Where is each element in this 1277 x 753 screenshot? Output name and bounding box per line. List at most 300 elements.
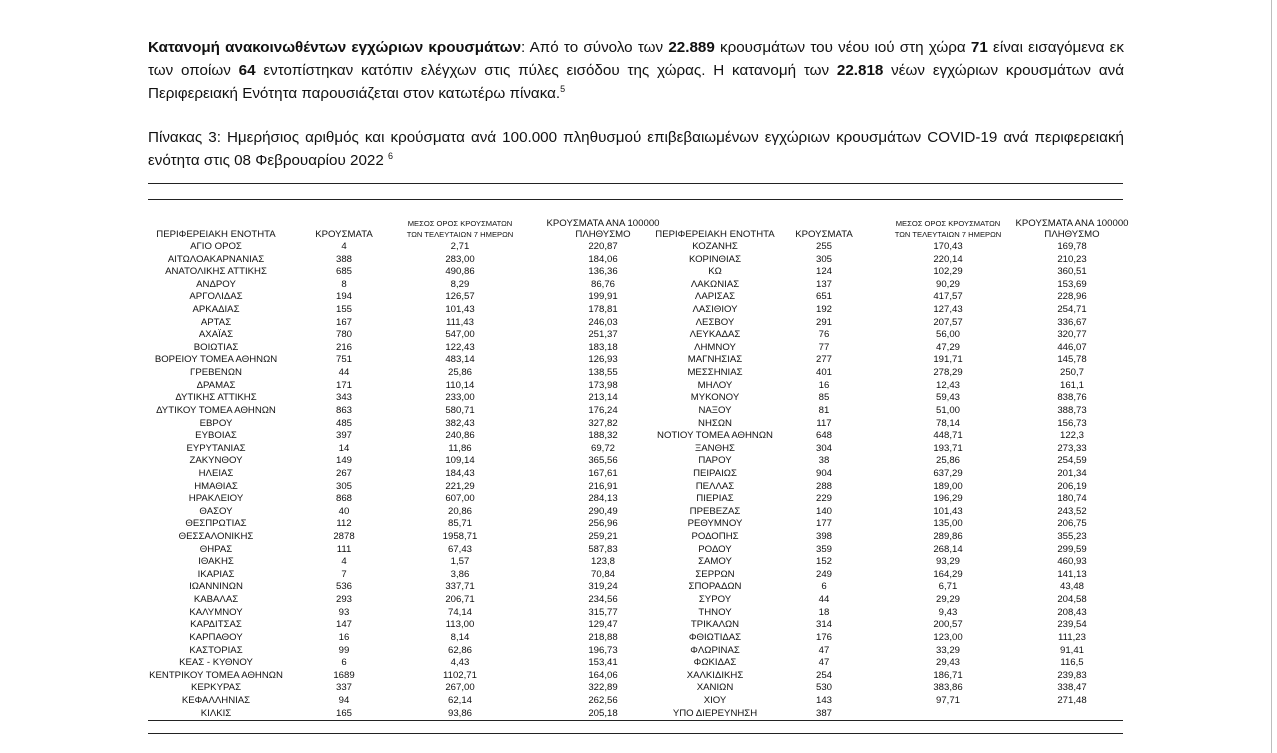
left-per-100k-cell: 178,81 — [588, 304, 618, 316]
left-unit-name-cell: ΖΑΚΥΝΘΟΥ — [189, 455, 243, 467]
left-avg-7-days-cell: 85,71 — [447, 518, 472, 530]
table-row — [148, 241, 1123, 254]
left-per-100k-cell: 284,13 — [588, 493, 618, 505]
right-avg-7-days-cell: 191,71 — [933, 354, 963, 366]
left-per-100k-cell: 86,76 — [590, 278, 615, 290]
left-cases-cell: 685 — [335, 266, 352, 278]
intro-text-4: εντοπίστηκαν κατόπιν ελέγχων στις πύλες εισόδου της χώρας. Η κατανομή των — [255, 62, 837, 79]
right-cases-cell: 38 — [818, 455, 830, 467]
left-unit-name-cell: ΙΘΑΚΗΣ — [198, 556, 234, 568]
left-unit-name-cell: ΚΑΡΔΙΤΣΑΣ — [190, 619, 242, 631]
left-unit-name-cell: ΙΩΑΝΝΙΝΩΝ — [189, 581, 243, 593]
right-per-100k-cell: 271,48 — [1057, 694, 1087, 706]
left-cases-cell: 147 — [335, 619, 352, 631]
right-per-100k-cell: 145,78 — [1057, 354, 1087, 366]
left-cases-cell: 16 — [338, 631, 350, 643]
right-cases-cell: 117 — [816, 417, 832, 429]
left-unit-name-cell: ΕΥΡΥΤΑΝΙΑΣ — [186, 442, 246, 454]
left-cases-cell: 267 — [335, 467, 352, 479]
left-cases-cell: 7 — [341, 568, 347, 580]
header-per100k — [1012, 219, 1132, 240]
top-rule-2 — [148, 199, 1123, 200]
right-avg-7-days-cell: 135,00 — [933, 518, 963, 530]
table-body — [148, 241, 1123, 720]
left-cases-cell: 536 — [335, 581, 352, 593]
right-unit-name-cell: ΛΕΥΚΑΔΑΣ — [689, 329, 741, 341]
right-per-100k-cell: 204,58 — [1057, 594, 1087, 606]
left-cases-cell: 397 — [335, 430, 352, 442]
right-unit-name-cell: ΞΑΝΘΗΣ — [695, 442, 735, 454]
table-row — [148, 354, 1123, 367]
left-avg-7-days-cell: 580,71 — [445, 404, 475, 416]
right-cases-cell: 255 — [815, 241, 832, 252]
right-avg-7-days-cell: 90,29 — [935, 278, 960, 290]
left-cases-cell: 44 — [338, 367, 350, 379]
right-avg-7-days-cell: 29,29 — [935, 594, 960, 606]
left-per-100k-cell: 259,21 — [588, 531, 618, 543]
right-cases-cell: 16 — [818, 379, 830, 391]
left-avg-7-days-cell: 1958,71 — [442, 531, 478, 543]
header-avg-line2: ΤΩΝ ΤΕΛΕΥΤΑΙΩΝ 7 ΗΜΕΡΩΝ — [406, 229, 514, 239]
right-avg-7-days-cell: 33,29 — [935, 644, 960, 656]
left-unit-name-cell: ΗΛΕΙΑΣ — [198, 467, 234, 479]
right-avg-7-days-cell: 127,43 — [933, 304, 963, 316]
intro-paragraph — [148, 36, 1124, 105]
right-avg-7-days-cell: 101,43 — [933, 505, 963, 517]
right-cases-cell: 6 — [821, 581, 827, 593]
table-row — [148, 304, 1123, 317]
right-unit-name-cell: ΛΕΣΒΟΥ — [695, 316, 735, 328]
table-row — [148, 607, 1123, 620]
right-unit-name-cell: ΠΑΡΟΥ — [698, 455, 732, 467]
right-avg-7-days-cell: 12,43 — [935, 379, 960, 391]
left-avg-7-days-cell: 62,14 — [447, 694, 472, 706]
right-per-100k-cell: 122,3 — [1059, 430, 1084, 442]
left-unit-name-cell: ΚΕΑΣ - ΚΥΘΝΟΥ — [179, 657, 253, 669]
bottom-rule — [148, 720, 1123, 721]
left-per-100k-cell: 70,84 — [590, 568, 615, 580]
right-per-100k-cell: 239,54 — [1057, 619, 1087, 631]
left-avg-7-days-cell: 221,29 — [445, 480, 475, 492]
table-row — [148, 682, 1123, 695]
caption-text: Πίνακας 3: Ημερήσιος αριθμός και κρούσματα ανά 100.000 πληθυσμού επιβεβαιωμένων εγχώριων κρουσμάτων COVID-19 ανά περιφερειακή ενότητα στις 08 Φεβρουαρίου 2022 — [148, 129, 1124, 169]
right-cases-cell: 314 — [815, 619, 832, 631]
right-cases-cell: 359 — [815, 543, 832, 555]
right-unit-name-cell: ΧΑΛΚΙΔΙΚΗΣ — [686, 669, 744, 681]
table-row — [148, 329, 1123, 342]
right-avg-7-days-cell: 51,00 — [935, 404, 960, 416]
right-per-100k-cell: 388,73 — [1057, 404, 1087, 416]
right-per-100k-cell: 299,59 — [1057, 543, 1087, 555]
table-row — [148, 569, 1123, 582]
right-unit-name-cell: ΠΕΙΡΑΙΩΣ — [693, 467, 737, 479]
right-avg-7-days-cell: 196,29 — [933, 493, 963, 505]
left-cases-cell: 8 — [341, 278, 347, 290]
right-unit-name-cell: ΧΙΟΥ — [703, 694, 727, 706]
right-cases-cell: 254 — [815, 669, 832, 681]
right-unit-name-cell: ΤΗΝΟΥ — [698, 606, 732, 618]
right-unit-name-cell: ΦΩΚΙΔΑΣ — [693, 657, 737, 669]
left-unit-name-cell: ΔΥΤΙΚΗΣ ΑΤΤΙΚΗΣ — [175, 392, 257, 404]
intro-text-2: κρουσμάτων του νέου ιού στη χώρα — [714, 39, 971, 56]
right-per-100k-cell: 116,5 — [1060, 657, 1084, 669]
right-cases-cell: 305 — [815, 253, 832, 265]
right-unit-name-cell: ΣΑΜΟΥ — [698, 556, 732, 568]
footnote-mark: 6 — [388, 150, 394, 161]
left-unit-name-cell: ΚΑΛΥΜΝΟΥ — [189, 606, 243, 618]
left-per-100k-cell: 136,36 — [588, 266, 618, 278]
right-unit-name-cell: ΤΡΙΚΑΛΩΝ — [690, 619, 740, 631]
right-unit-name-cell: ΡΟΔΟΥ — [698, 543, 732, 555]
table-caption — [148, 126, 1124, 172]
right-unit-name-cell: ΝΟΤΙΟΥ ΤΟΜΕΑ ΑΘΗΝΩΝ — [657, 430, 773, 442]
right-unit-name-cell: ΦΘΙΩΤΙΔΑΣ — [688, 631, 742, 643]
left-per-100k-cell: 322,89 — [588, 682, 618, 694]
table-row — [148, 670, 1123, 683]
left-cases-cell: 388 — [335, 253, 352, 265]
left-unit-name-cell: ΑΓΙΟ ΟΡΟΣ — [190, 241, 242, 252]
domestic-cases: 22.818 — [836, 62, 884, 79]
left-unit-name-cell: ΚΕΝΤΡΙΚΟΥ ΤΟΜΕΑ ΑΘΗΝΩΝ — [149, 669, 283, 681]
right-avg-7-days-cell: 200,57 — [933, 619, 963, 631]
left-avg-7-days-cell: 62,86 — [447, 644, 472, 656]
left-per-100k-cell: 587,83 — [588, 543, 618, 555]
left-per-100k-cell: 188,32 — [588, 430, 618, 442]
header-unit: ΠΕΡΙΦΕΡΕΙΑΚΗ ΕΝΟΤΗΤΑ — [156, 228, 276, 240]
right-per-100k-cell: 180,74 — [1057, 493, 1087, 505]
left-unit-name-cell: ΗΡΑΚΛΕΙΟΥ — [188, 493, 244, 505]
table-row — [148, 594, 1123, 607]
left-unit-name-cell: ΚΙΛΚΙΣ — [200, 707, 232, 719]
left-avg-7-days-cell: 101,43 — [445, 304, 475, 316]
right-avg-7-days-cell: 637,29 — [933, 467, 963, 479]
left-cases-cell: 4 — [341, 556, 347, 568]
left-avg-7-days-cell: 74,14 — [447, 606, 472, 618]
right-cases-cell: 18 — [818, 606, 830, 618]
right-unit-name-cell: ΛΑΡΙΣΑΣ — [694, 291, 736, 303]
left-unit-name-cell: ΑΧΑΪΑΣ — [198, 329, 234, 341]
right-cases-cell: 277 — [815, 354, 832, 366]
left-unit-name-cell: ΑΙΤΩΛΟΑΚΑΡΝΑΝΙΑΣ — [167, 253, 265, 265]
right-per-100k-cell: 338,47 — [1057, 682, 1087, 694]
right-unit-name-cell: ΡΕΘΥΜΝΟΥ — [687, 518, 743, 530]
left-avg-7-days-cell: 267,00 — [445, 682, 475, 694]
left-unit-name-cell: ΕΒΡΟΥ — [199, 417, 233, 429]
left-per-100k-cell: 365,56 — [588, 455, 618, 467]
left-unit-name-cell: ΑΝΑΤΟΛΙΚΗΣ ΑΤΤΙΚΗΣ — [165, 266, 267, 278]
left-per-100k-cell: 173,98 — [588, 379, 618, 391]
right-avg-7-days-cell: 268,14 — [933, 543, 963, 555]
top-rule — [148, 183, 1123, 184]
left-cases-cell: 751 — [335, 354, 352, 366]
right-unit-name-cell: ΠΕΛΛΑΣ — [695, 480, 735, 492]
right-avg-7-days-cell: 164,29 — [933, 568, 963, 580]
right-per-100k-cell: 460,93 — [1057, 556, 1087, 568]
right-per-100k-cell: 250,7 — [1059, 367, 1084, 379]
right-unit-name-cell: ΛΗΜΝΟΥ — [694, 341, 736, 353]
right-unit-name-cell: ΜΥΚΟΝΟΥ — [690, 392, 740, 404]
right-unit-name-cell: ΛΑΣΙΘΙΟΥ — [692, 304, 738, 316]
left-unit-name-cell: ΑΡΤΑΣ — [200, 316, 232, 328]
right-avg-7-days-cell: 9,43 — [938, 606, 958, 618]
right-cases-cell: 143 — [815, 694, 832, 706]
right-cases-cell: 81 — [818, 404, 830, 416]
left-unit-name-cell: ΑΡΚΑΔΙΑΣ — [192, 304, 240, 316]
table-row — [148, 342, 1123, 355]
right-unit-name-cell: ΡΟΔΟΠΗΣ — [691, 531, 739, 543]
left-cases-cell: 112 — [336, 518, 352, 530]
left-per-100k-cell: 123,8 — [590, 556, 615, 568]
left-per-100k-cell: 315,77 — [588, 606, 618, 618]
right-per-100k-cell: 169,78 — [1057, 241, 1087, 252]
right-per-100k-cell: 156,73 — [1057, 417, 1087, 429]
right-cases-cell: 651 — [815, 291, 832, 303]
right-cases-cell: 76 — [818, 329, 830, 341]
left-avg-7-days-cell: 113,00 — [445, 619, 475, 631]
table-row — [148, 254, 1123, 267]
right-avg-7-days-cell: 186,71 — [933, 669, 963, 681]
left-avg-7-days-cell: 20,86 — [447, 505, 472, 517]
left-cases-cell: 780 — [335, 329, 352, 341]
left-cases-cell: 216 — [335, 341, 352, 353]
right-per-100k-cell: 273,33 — [1057, 442, 1087, 454]
right-per-100k-cell: 206,19 — [1057, 480, 1087, 492]
table-row — [148, 430, 1123, 443]
left-unit-name-cell: ΒΟΙΩΤΙΑΣ — [193, 341, 239, 353]
right-avg-7-days-cell: 93,29 — [935, 556, 960, 568]
left-per-100k-cell: 184,06 — [588, 253, 618, 265]
page-edge — [1271, 0, 1272, 753]
header-cases: ΚΡΟΥΣΜΑΤΑ — [795, 228, 853, 240]
left-per-100k-cell: 246,03 — [588, 316, 618, 328]
left-per-100k-cell: 183,18 — [588, 341, 618, 353]
left-cases-cell: 99 — [338, 644, 350, 656]
left-unit-name-cell: ΔΡΑΜΑΣ — [196, 379, 236, 391]
table-row — [148, 317, 1123, 330]
right-per-100k-cell: 228,96 — [1057, 291, 1087, 303]
left-unit-name-cell: ΙΚΑΡΙΑΣ — [197, 568, 235, 580]
right-unit-name-cell: ΦΛΩΡΙΝΑΣ — [690, 644, 740, 656]
left-per-100k-cell: 199,91 — [588, 291, 618, 303]
right-avg-7-days-cell: 448,71 — [933, 430, 963, 442]
right-cases-cell: 398 — [815, 531, 832, 543]
right-avg-7-days-cell: 383,86 — [933, 682, 963, 694]
right-unit-name-cell: ΠΙΕΡΙΑΣ — [696, 493, 734, 505]
right-cases-cell: 530 — [815, 682, 832, 694]
table-row — [148, 291, 1123, 304]
right-avg-7-days-cell: 6,71 — [938, 581, 958, 593]
left-avg-7-days-cell: 25,86 — [447, 367, 472, 379]
left-cases-cell: 485 — [335, 417, 352, 429]
right-per-100k-cell: 201,34 — [1057, 467, 1087, 479]
left-per-100k-cell: 69,72 — [590, 442, 615, 454]
left-unit-name-cell: ΚΑΡΠΑΘΟΥ — [189, 631, 243, 643]
left-unit-name-cell: ΚΕΡΚΥΡΑΣ — [190, 682, 241, 694]
left-per-100k-cell: 129,47 — [588, 619, 618, 631]
right-cases-cell: 177 — [815, 518, 832, 530]
right-per-100k-cell: 206,75 — [1057, 518, 1087, 530]
right-cases-cell: 249 — [815, 568, 832, 580]
left-unit-name-cell: ΑΡΓΟΛΙΔΑΣ — [189, 291, 243, 303]
left-cases-cell: 167 — [335, 316, 352, 328]
table-row — [148, 518, 1123, 531]
table-row — [148, 481, 1123, 494]
left-per-100k-cell: 216,91 — [588, 480, 618, 492]
right-per-100k-cell: 446,07 — [1057, 341, 1087, 353]
table-row — [148, 418, 1123, 431]
right-cases-cell: 47 — [818, 644, 830, 656]
left-per-100k-cell: 176,24 — [588, 404, 618, 416]
left-cases-cell: 868 — [335, 493, 352, 505]
right-avg-7-days-cell: 102,29 — [933, 266, 963, 278]
right-avg-7-days-cell: 25,86 — [935, 455, 960, 467]
right-cases-cell: 904 — [815, 467, 832, 479]
right-cases-cell: 288 — [815, 480, 832, 492]
right-per-100k-cell: 111,23 — [1058, 631, 1086, 643]
left-unit-name-cell: ΑΝΔΡΟΥ — [196, 278, 236, 290]
right-per-100k-cell: 243,52 — [1057, 505, 1087, 517]
right-unit-name-cell: ΜΕΣΣΗΝΙΑΣ — [687, 367, 743, 379]
right-cases-cell: 304 — [815, 442, 832, 454]
left-cases-cell: 1689 — [333, 669, 355, 681]
left-unit-name-cell: ΒΟΡΕΙΟΥ ΤΟΜΕΑ ΑΘΗΝΩΝ — [154, 354, 278, 366]
header-avg-line1: ΜΕΣΟΣ ΟΡΟΣ ΚΡΟΥΣΜΑΤΩΝ — [407, 219, 513, 228]
right-unit-name-cell: ΚΟΡΙΝΘΙΑΣ — [688, 253, 742, 265]
table-row — [148, 279, 1123, 292]
left-per-100k-cell: 256,96 — [588, 518, 618, 530]
left-cases-cell: 2878 — [333, 531, 355, 543]
intro-text-1: : Από το σύνολο των — [521, 39, 669, 56]
left-avg-7-days-cell: 111,43 — [446, 316, 474, 328]
left-avg-7-days-cell: 110,14 — [445, 379, 475, 391]
right-unit-name-cell: ΝΑΞΟΥ — [698, 404, 732, 416]
left-per-100k-cell: 319,24 — [588, 581, 618, 593]
left-cases-cell: 155 — [335, 304, 352, 316]
left-cases-cell: 337 — [335, 682, 352, 694]
left-avg-7-days-cell: 8,29 — [450, 278, 470, 290]
right-unit-name-cell: ΜΑΓΝΗΣΙΑΣ — [687, 354, 743, 366]
left-avg-7-days-cell: 607,00 — [445, 493, 475, 505]
table-header — [148, 216, 1129, 241]
right-cases-cell: 140 — [815, 505, 832, 517]
left-avg-7-days-cell: 2,71 — [450, 241, 470, 252]
border-cases: 64 — [238, 62, 256, 79]
left-unit-name-cell: ΗΜΑΘΙΑΣ — [194, 480, 238, 492]
left-per-100k-cell: 290,49 — [588, 505, 618, 517]
left-unit-name-cell: ΕΥΒΟΙΑΣ — [195, 430, 237, 442]
right-unit-name-cell: ΛΑΚΩΝΙΑΣ — [690, 278, 740, 290]
right-unit-name-cell: ΚΩ — [708, 266, 722, 278]
left-per-100k-cell: 138,55 — [588, 367, 618, 379]
left-avg-7-days-cell: 4,43 — [450, 657, 470, 669]
table-row — [148, 506, 1123, 519]
header-per100k-line1: ΚΡΟΥΣΜΑΤΑ ΑΝΑ 100000 — [1015, 218, 1129, 229]
left-per-100k-cell: 164,06 — [588, 669, 618, 681]
header-per100k-line1: ΚΡΟΥΣΜΑΤΑ ΑΝΑ 100000 — [546, 218, 660, 229]
left-unit-name-cell: ΔΥΤΙΚΟΥ ΤΟΜΕΑ ΑΘΗΝΩΝ — [156, 404, 276, 416]
table-row — [148, 556, 1123, 569]
right-per-100k-cell: 239,83 — [1057, 669, 1087, 681]
intro-lead: Κατανομή ανακοινωθέντων εγχώριων κρουσμάτων — [148, 39, 522, 56]
right-cases-cell: 137 — [815, 278, 832, 290]
table-row — [148, 380, 1123, 393]
right-per-100k-cell: 43,48 — [1059, 581, 1084, 593]
left-cases-cell: 4 — [341, 241, 347, 252]
right-unit-name-cell: ΥΠΟ ΔΙΕΡΕΥΝΗΣΗ — [672, 707, 758, 719]
imported-cases: 71 — [970, 39, 988, 56]
right-per-100k-cell: 355,23 — [1057, 531, 1087, 543]
header-cases: ΚΡΟΥΣΜΑΤΑ — [315, 228, 373, 240]
left-per-100k-cell: 220,87 — [588, 241, 618, 252]
intro-text-3: είναι εισαγόμενα εκ των οποίων — [148, 39, 1124, 79]
left-cases-cell: 343 — [335, 392, 352, 404]
left-avg-7-days-cell: 109,14 — [445, 455, 475, 467]
right-cases-cell: 47 — [818, 657, 830, 669]
left-avg-7-days-cell: 184,43 — [445, 467, 475, 479]
left-unit-name-cell: ΚΕΦΑΛΛΗΝΙΑΣ — [181, 694, 251, 706]
right-per-100k-cell: 320,77 — [1057, 329, 1087, 341]
cases-table — [148, 216, 1129, 720]
right-per-100k-cell: 336,67 — [1057, 316, 1087, 328]
left-avg-7-days-cell: 8,14 — [450, 631, 470, 643]
right-avg-7-days-cell: 170,43 — [933, 241, 963, 252]
table-row — [148, 544, 1123, 557]
right-per-100k-cell: 838,76 — [1057, 392, 1087, 404]
right-per-100k-cell: 360,51 — [1057, 266, 1087, 278]
left-avg-7-days-cell: 233,00 — [445, 392, 475, 404]
left-per-100k-cell: 126,93 — [588, 354, 618, 366]
right-per-100k-cell: 153,69 — [1057, 278, 1087, 290]
left-unit-name-cell: ΘΗΡΑΣ — [199, 543, 233, 555]
right-cases-cell: 229 — [815, 493, 832, 505]
right-cases-cell: 176 — [815, 631, 832, 643]
right-unit-name-cell: ΠΡΕΒΕΖΑΣ — [689, 505, 741, 517]
right-cases-cell: 291 — [815, 316, 832, 328]
right-avg-7-days-cell: 417,57 — [933, 291, 963, 303]
left-per-100k-cell: 262,56 — [588, 694, 618, 706]
left-unit-name-cell: ΚΑΒΑΛΑΣ — [193, 594, 239, 606]
right-cases-cell: 44 — [818, 594, 830, 606]
table-row — [148, 619, 1123, 632]
right-avg-7-days-cell: 207,57 — [933, 316, 963, 328]
left-cases-cell: 293 — [335, 594, 352, 606]
left-cases-cell: 305 — [335, 480, 352, 492]
table-row — [148, 708, 1123, 721]
table-row — [148, 392, 1123, 405]
table-row — [148, 443, 1123, 456]
left-per-100k-cell: 196,73 — [588, 644, 618, 656]
left-avg-7-days-cell: 67,43 — [447, 543, 472, 555]
table-row — [148, 266, 1123, 279]
left-cases-cell: 111 — [336, 543, 352, 555]
left-per-100k-cell: 327,82 — [588, 417, 618, 429]
right-unit-name-cell: ΜΗΛΟΥ — [697, 379, 733, 391]
left-cases-cell: 6 — [341, 657, 347, 669]
left-avg-7-days-cell: 122,43 — [445, 341, 475, 353]
header-avg — [390, 219, 530, 240]
left-cases-cell: 93 — [338, 606, 350, 618]
left-unit-name-cell: ΓΡΕΒΕΝΩΝ — [190, 367, 242, 379]
right-avg-7-days-cell: 189,00 — [933, 480, 963, 492]
left-avg-7-days-cell: 206,71 — [445, 594, 475, 606]
left-unit-name-cell: ΘΕΣΠΡΩΤΙΑΣ — [185, 518, 247, 530]
left-cases-cell: 194 — [335, 291, 352, 303]
left-per-100k-cell: 251,37 — [588, 329, 618, 341]
right-unit-name-cell: ΣΠΟΡΑΔΩΝ — [688, 581, 742, 593]
table-row — [148, 493, 1123, 506]
header-avg — [868, 219, 1028, 240]
left-cases-cell: 14 — [338, 442, 350, 454]
